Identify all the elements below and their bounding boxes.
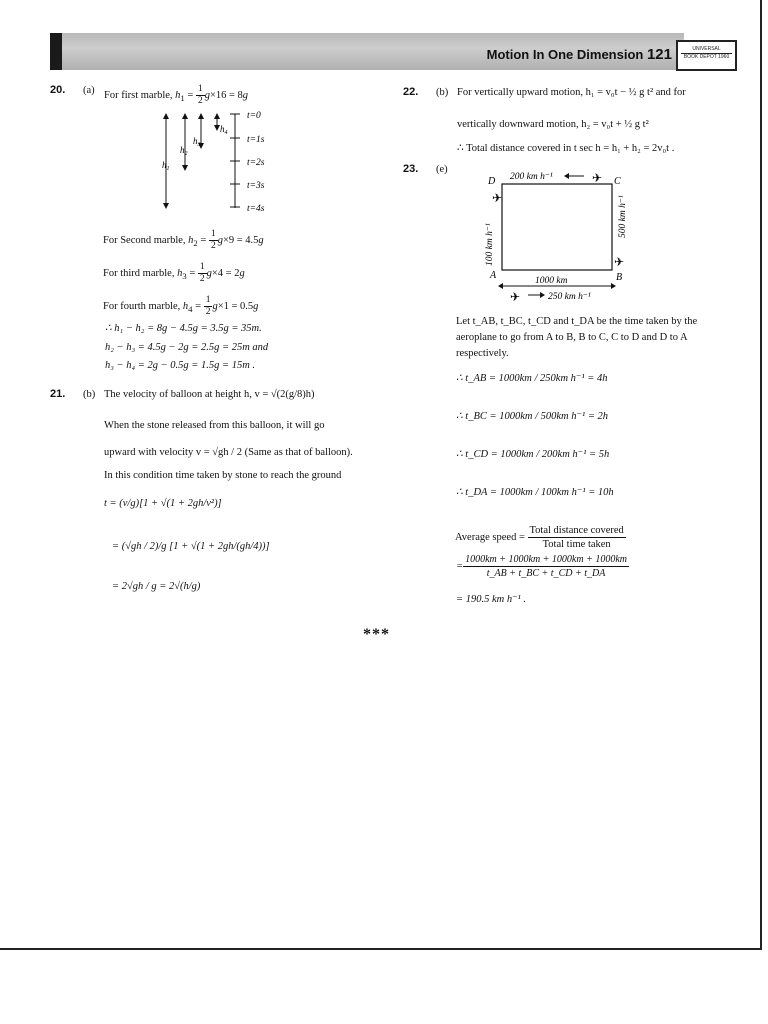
plane-icon-bottom: ✈ <box>510 290 521 304</box>
corner-d: D <box>488 176 496 187</box>
q21-line-4: In this condition time taken by stone to reach the ground <box>104 470 342 481</box>
avg-speed-numerator: Total distance covered <box>529 525 624 536</box>
q23-text-2: aeroplane to go from A to B, B to C, C to D and D to A <box>456 332 688 343</box>
aeroplane-square-diagram <box>478 166 658 306</box>
question-20-number: 20. <box>50 84 66 96</box>
h4-label: $h_4$ <box>220 124 228 136</box>
q20-line-3: h₃ − h₄ = 2g − 0.5g = 1.5g = 15m . <box>105 360 256 371</box>
question-23-option: (e) <box>436 164 448 175</box>
time-label-4: t=4s <box>247 204 265 214</box>
q21-line-1: The velocity of balloon at height h, v = √(2(g/8)h) <box>104 389 315 400</box>
publisher-logo <box>676 40 737 71</box>
question-22-number: 22. <box>403 86 419 98</box>
q21-eq-2: = (√gh / 2)/g [1 + √(1 + 2gh/(gh/4))] <box>112 541 270 552</box>
q21-line-3: upward with velocity v = √gh / 2 (Same as that of balloon). <box>104 447 353 458</box>
question-21-number: 21. <box>50 388 66 400</box>
q23-text-3: respectively. <box>456 348 509 359</box>
h2-label: $h_2$ <box>180 145 188 157</box>
q21-eq-3: = 2√gh / g = 2√(h/g) <box>112 581 201 592</box>
marble-diagram <box>150 108 290 218</box>
avg-speed-denominator: Total time taken <box>542 539 611 550</box>
logo-line-2: BOOK DEPOT 1960 <box>681 53 732 61</box>
avg-speed-label: Average speed = <box>455 531 525 543</box>
chapter-title: Motion In One Dimension <box>486 47 644 62</box>
h3-label: $h_3$ <box>193 136 201 148</box>
question-23-number: 23. <box>403 163 419 175</box>
plane-icon-left: ✈ <box>492 191 503 205</box>
q22-line-3: ∴ Total distance covered in t sec h = h₁ + h₂ = 2v₀t . <box>457 143 675 154</box>
q20-first-marble: For first marble, $h_1$ = $\frac{1}{2}$ g×16 = 8g <box>104 84 249 106</box>
corner-b: B <box>616 272 623 283</box>
q22-line-1: For vertically upward motion, h₁ = v₀t − ½ g t² and for <box>457 87 686 98</box>
q20-line-2: h₂ − h₃ = 4.5g − 2g = 2.5g = 25m and <box>105 342 269 353</box>
q23-average-speed <box>455 524 626 551</box>
time-label-0: t=0 <box>247 111 261 121</box>
q23-t-ab: ∴ t_AB = 1000km / 250km h⁻¹ = 4h <box>456 373 608 384</box>
q23-t-da: ∴ t_DA = 1000km / 100km h⁻¹ = 10h <box>456 487 614 498</box>
question-20-option: (a) <box>83 85 95 96</box>
q21-eq-1: t = (v/g)[1 + √(1 + 2gh/v²)] <box>104 498 222 509</box>
right-speed-label: 500 km h⁻¹ <box>618 195 628 238</box>
end-stars: *** <box>363 626 390 643</box>
q23-sum-fraction: = $\frac{1000km + 1000km + 1000km + 1000km}{t\_AB + t\_BC + t\_CD + t\_DA}$ <box>456 554 627 579</box>
time-label-1: t=1s <box>247 135 265 145</box>
top-speed-label: 200 km h⁻¹ <box>510 172 553 182</box>
left-speed-label: 100 km h⁻¹ <box>485 223 495 266</box>
q20-third-marble: For third marble, $h_3$ = $\frac{1}{2}$ g×4 = 2g <box>103 262 245 284</box>
header-band <box>50 33 684 70</box>
q21-line-2: When the stone released from this balloon, it will go <box>104 420 325 431</box>
bottom-speed-label: 250 km h⁻¹ <box>548 292 591 302</box>
q23-text-1: Let t_AB, t_BC, t_CD and t_DA be the time taken by the <box>456 316 698 327</box>
time-label-3: t=3s <box>247 181 265 191</box>
logo-line-1: UNIVERSAL <box>692 46 721 52</box>
sum-numerator: 1000km + 1000km + 1000km + 1000km <box>465 554 627 565</box>
q22-line-2: vertically downward motion, h₂ = v₀t + ½ g t² <box>457 119 649 130</box>
page-header-title <box>487 46 672 63</box>
plane-icon-right: ✈ <box>614 255 625 269</box>
page-number: 121 <box>646 46 672 63</box>
sum-denominator: t_AB + t_BC + t_CD + t_DA <box>486 568 606 579</box>
question-21-option: (b) <box>83 389 96 400</box>
q23-t-cd: ∴ t_CD = 1000km / 200km h⁻¹ = 5h <box>456 449 610 460</box>
time-label-2: t=2s <box>247 158 265 168</box>
q20-line-1: ∴ h₁ − h₂ = 8g − 4.5g = 3.5g = 35m. <box>105 323 262 334</box>
corner-c: C <box>614 176 621 187</box>
question-22-option: (b) <box>436 87 449 98</box>
q23-result: = 190.5 km h⁻¹ . <box>456 594 527 605</box>
h1-label: $h_1$ <box>162 160 170 172</box>
q20-fourth-marble: For fourth marble, $h_4$ = $\frac{1}{2}$ g×1 = 0.5g <box>103 295 259 317</box>
q23-t-bc: ∴ t_BC = 1000km / 500km h⁻¹ = 2h <box>456 411 609 422</box>
bottom-distance-label: 1000 km <box>535 276 568 286</box>
corner-a: A <box>490 270 497 281</box>
plane-icon-top: ✈ <box>592 171 603 185</box>
q20-second-marble: For Second marble, $h_2$ = $\frac{1}{2}$ g×9 = 4.5g <box>103 229 264 251</box>
